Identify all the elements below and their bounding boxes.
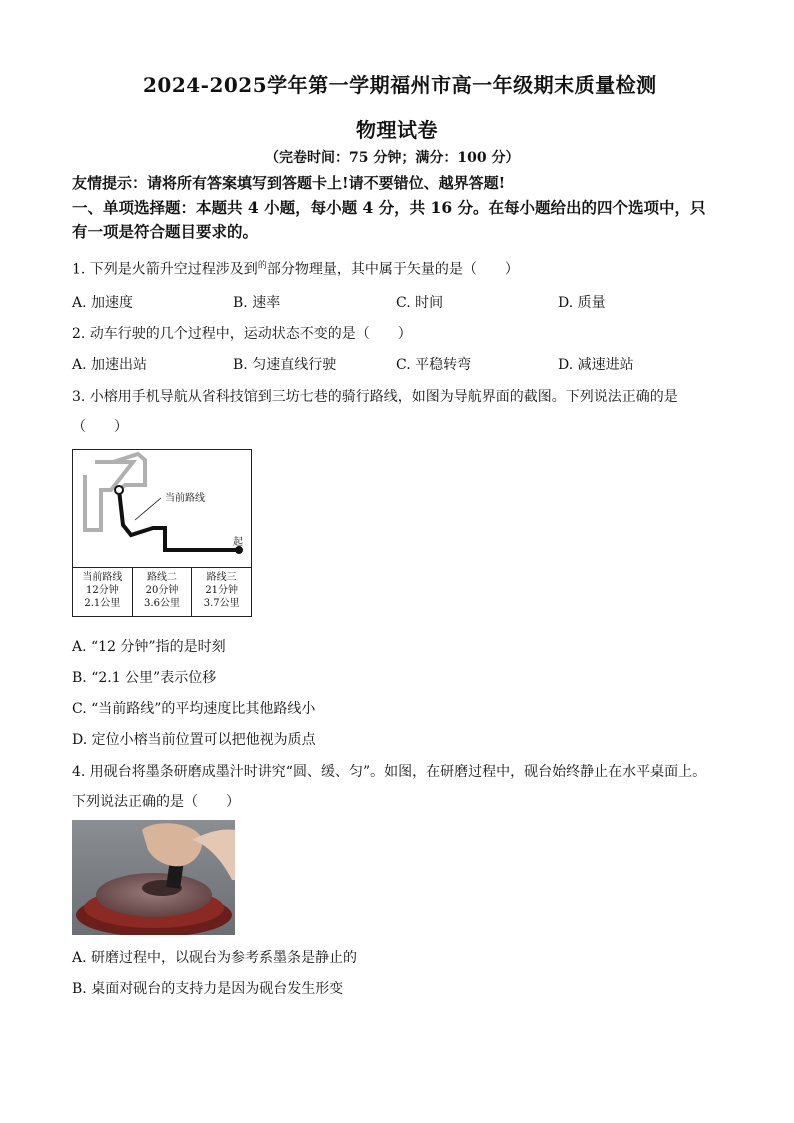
- q1-option-a: A. 加速度: [72, 295, 134, 311]
- route-cell-two: 路线二 20分钟 3.6公里: [133, 568, 193, 617]
- q1-option-d: D. 质量: [558, 295, 606, 311]
- route-table: [73, 567, 251, 617]
- q3-option-d: D. 定位小榕当前位置可以把他视为质点: [72, 732, 316, 748]
- q4-option-a: A. 研磨过程中，以砚台为参考系墨条是静止的: [72, 950, 358, 966]
- q3-stem-line1: 3. 小榕用手机导航从省科技馆到三坊七巷的骑行路线，如图为导航界面的截图。下列说法正确的是: [72, 389, 678, 405]
- exam-title: 2024-2025学年第一学期福州市高一年级期末质量检测: [143, 73, 657, 97]
- q1-sup: 的: [257, 261, 267, 271]
- section-heading-line1: 一、单项选择题：本题共 4 小题，每小题 4 分，共 16 分。在每小题给出的四个选项中，只: [72, 198, 706, 217]
- inkstone-illustration: [72, 820, 235, 935]
- q3-option-b: B. “2.1 公里”表示位移: [72, 670, 217, 686]
- navigation-map-figure: [72, 449, 252, 617]
- q3-stem-line2: （ ）: [72, 419, 128, 435]
- q4-option-b: B. 桌面对砚台的支持力是因为砚台发生形变: [72, 981, 344, 997]
- start-label: 起: [233, 537, 243, 548]
- q1-option-c: C. 时间: [396, 295, 444, 311]
- route-label-pointer: [135, 498, 161, 520]
- route-cell-three: 路线三 21分钟 3.7公里: [203, 572, 240, 609]
- q2-option-b: B. 匀速直线行驶: [233, 357, 337, 373]
- q1-stem: 1. 下列是火箭升空过程涉及到$^的$部分物理量，其中属于矢量的是（ ）: [72, 261, 519, 278]
- exam-info: （完卷时间：75 分钟；满分：100 分）: [265, 150, 520, 166]
- end-point-marker: [115, 486, 123, 494]
- alt-route-line: [85, 462, 133, 530]
- q3-option-a: A. “12 分钟”指的是时刻: [72, 639, 226, 655]
- route-label: 当前路线: [165, 493, 205, 504]
- q1-option-b: B. 速率: [233, 295, 281, 311]
- inkstone-photo: [72, 820, 235, 935]
- section-heading-line2: 有一项是符合题目要求的。: [72, 222, 259, 241]
- exam-subtitle: 物理试卷: [356, 118, 438, 142]
- route-cell-current: 当前路线 12分钟 2.1公里: [73, 568, 133, 617]
- q2-stem: 2. 动车行驶的几个过程中，运动状态不变的是（ ）: [72, 326, 412, 342]
- q4-stem-line2: 下列说法正确的是（ ）: [72, 794, 240, 810]
- q2-option-c: C. 平稳转弯: [396, 357, 472, 373]
- q2-option-a: A. 加速出站: [72, 357, 148, 373]
- alt-route-line-2: [113, 454, 145, 490]
- q4-stem-line1: 4. 用砚台将墨条研磨成墨汁时讲究“圆、缓、匀”。如图，在研磨过程中，砚台始终静止在水平桌面上。: [72, 764, 707, 780]
- route-map: [73, 450, 251, 567]
- reminder: 友情提示：请将所有答案填写到答题卡上!请不要错位、越界答题!: [72, 174, 506, 192]
- q3-option-c: C. “当前路线”的平均速度比其他路线小: [72, 701, 316, 717]
- q2-option-d: D. 减速进站: [558, 357, 634, 373]
